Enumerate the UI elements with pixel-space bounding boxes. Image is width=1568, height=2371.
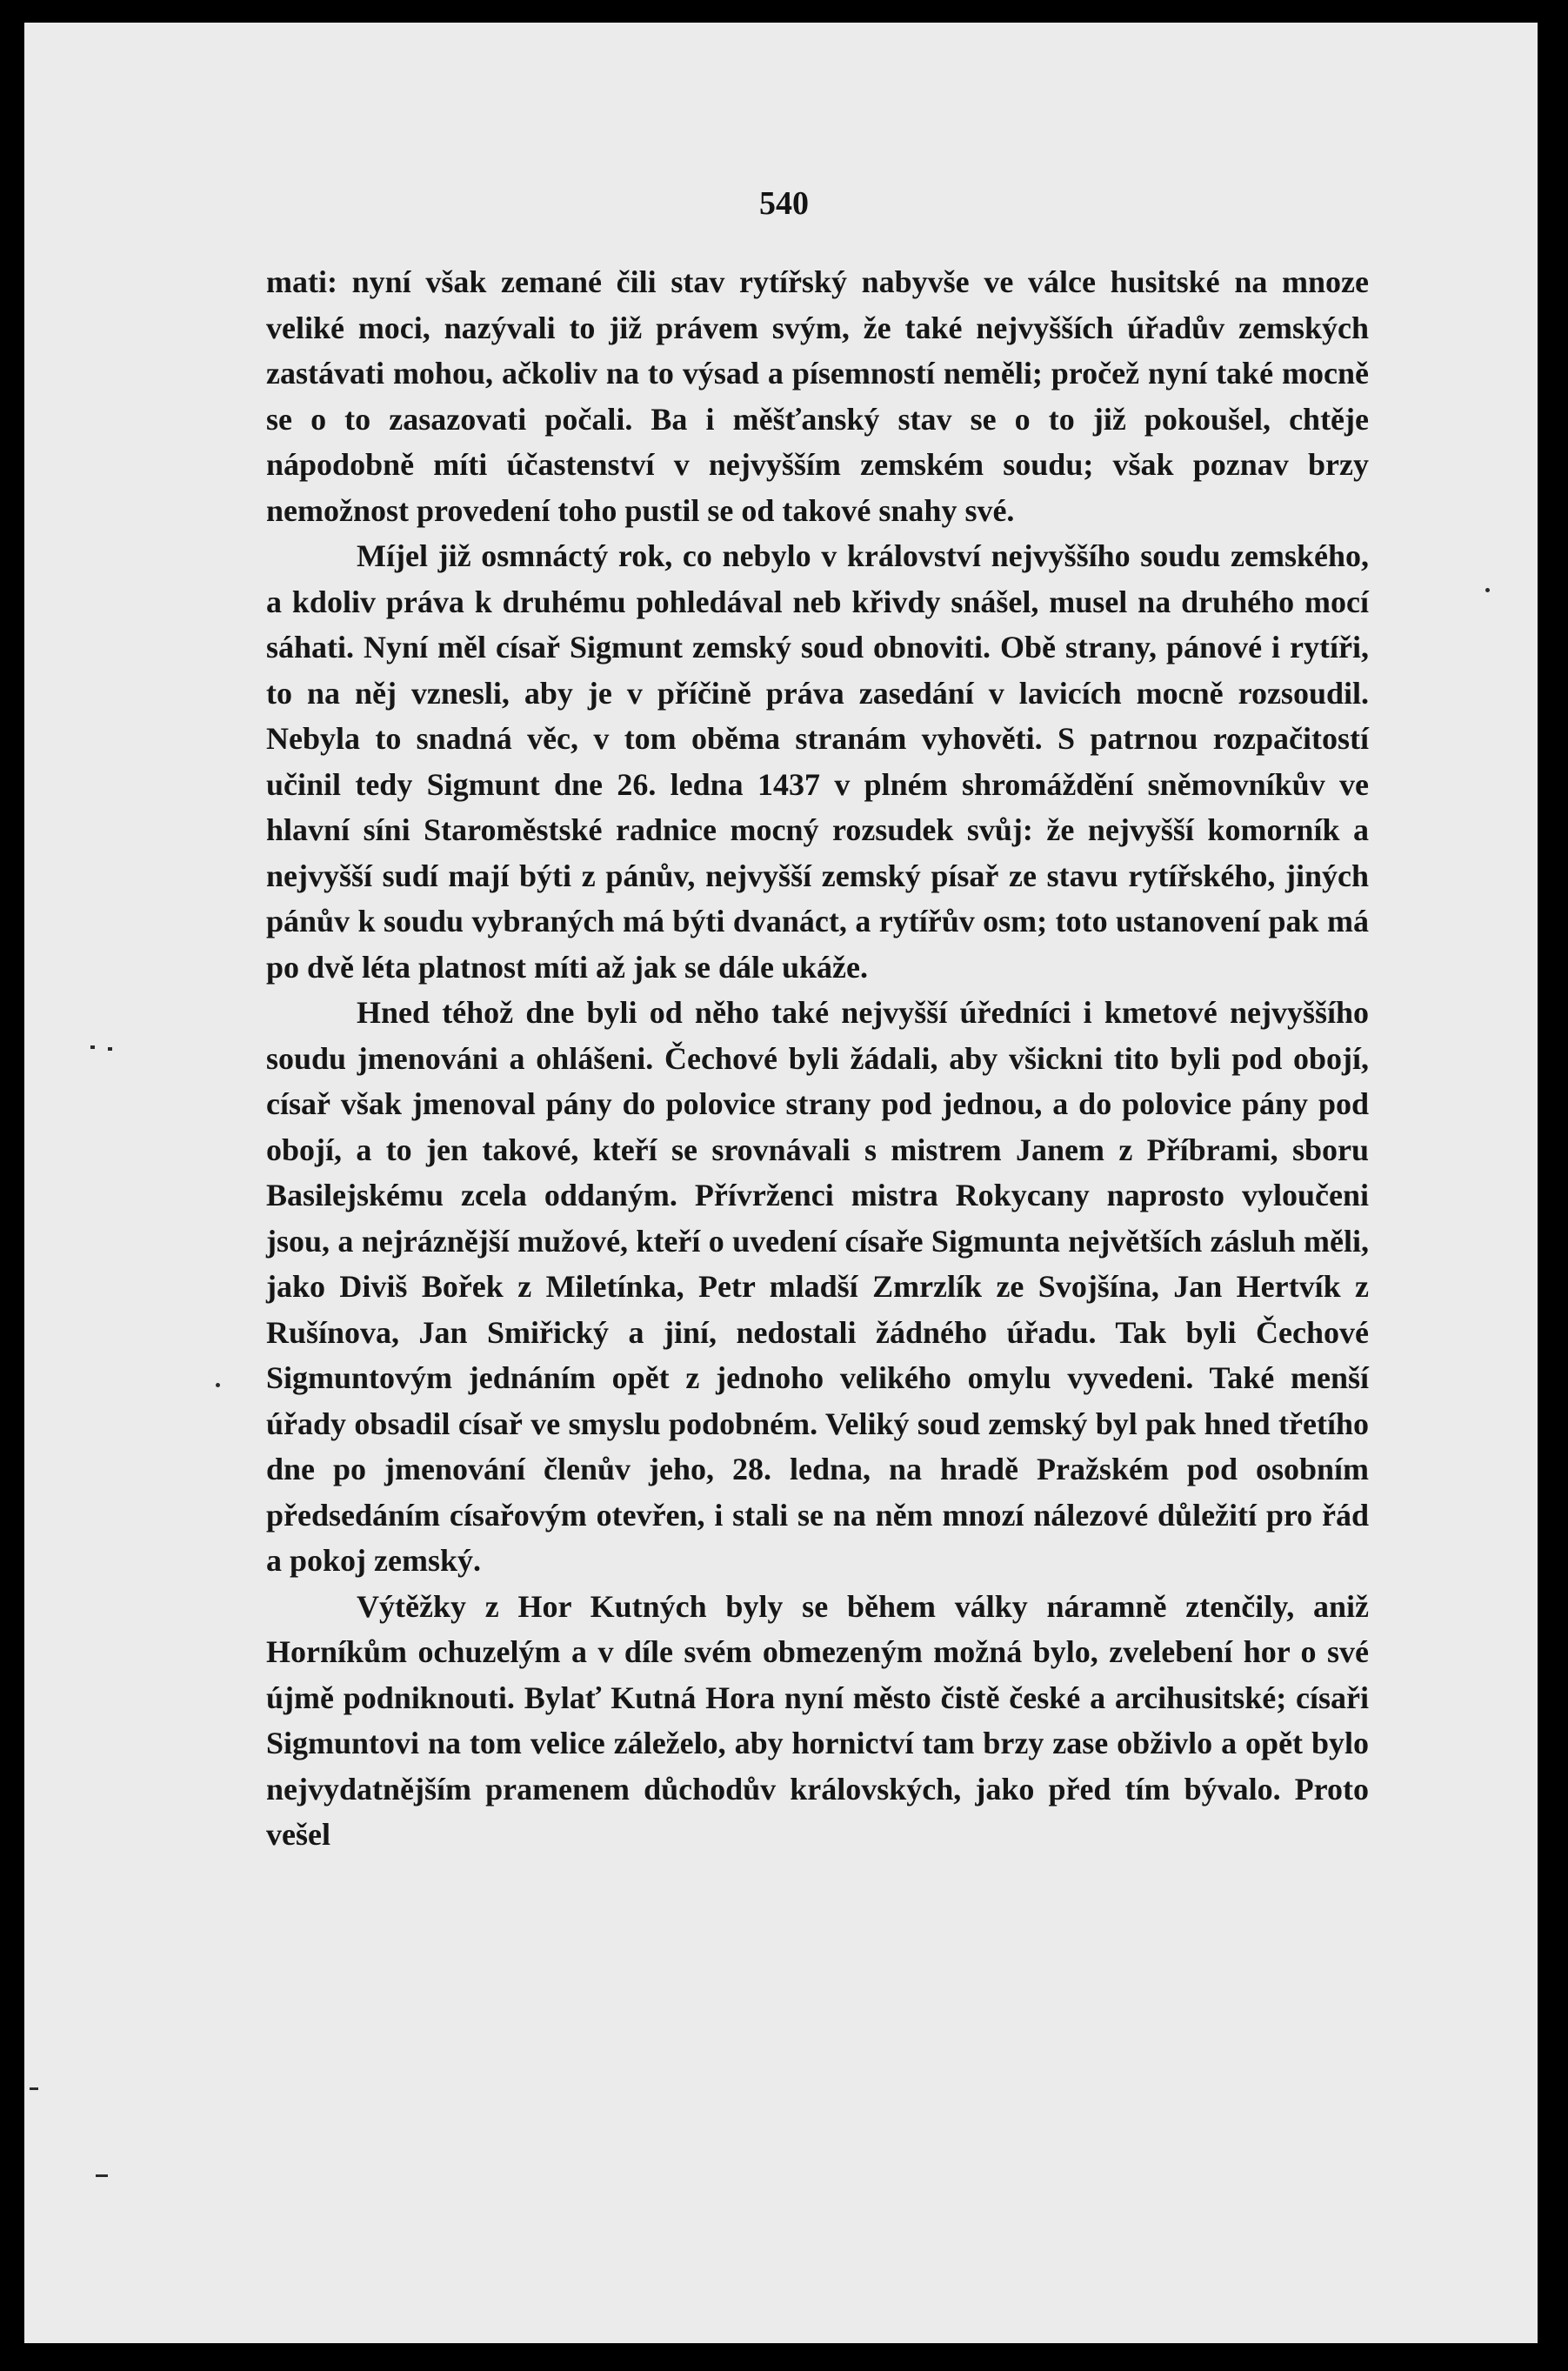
paragraph-2: Míjel již osmnáctý rok, co nebylo v království nejvyššího soudu zemského, a kdoliv práva k druhému pohledával neb křivdy snášel, musel na druhého mocí sáhati. Nyní měl císař Sigmunt zemský soud obnoviti. Obě strany, pánové i rytíři, to na něj vznesli, aby je v příčině práva zasedání v lavicích mocně rozsoudil. Nebyla to snadná věc, v tom oběma stranám vyhověti. S patrnou rozpačitostí učinil tedy Sigmunt dne 26. ledna 1437 v plném shromáždění sněmovníkův ve hlavní síni Staroměstské radnice mocný rozsudek svůj: že nejvyšší komorník a nejvyšší sudí mají býti z pánův, nejvyšší zemský písař ze stavu rytířského, jiných pánův k soudu vybraných má býti dvanáct, a rytířův osm; toto ustanovení pak má po dvě léta platnost míti až jak se dále ukáže.	[266, 538, 1369, 985]
paragraph-1: mati: nyní však zemané čili stav rytířský nabyvše ve válce husitské na mnoze veliké moci, nazývali to již právem svým, že také nejvyšších úřadův zemských zastávati mohou, ačkoliv na to výsad a písemností neměli; pročež nyní také mocně se o to zasazovati počali. Ba i měšťanský stav se o to již pokoušel, chtěje nápodobně míti účastenství v nejvyšším zemském soudu; však poznav brzy nemožnost provedení toho pustil se od takové snahy své.	[266, 264, 1369, 528]
margin-mark	[216, 1383, 220, 1387]
margin-mark	[90, 1045, 95, 1049]
paragraph-3: Hned téhož dne byli od něho také nejvyšší úředníci i kmetové nejvyššího soudu jmenováni a ohlášeni. Čechové byli žádali, aby všickni tito byli pod obojí, císař však jmenoval pány do polovice strany pod jednou, a do polovice pány pod obojí, a to jen takové, kteří se srovnávali s mistrem Janem z Příbrami, sboru Basilejskému zcela oddaným. Přívrženci mistra Rokycany naprosto vyloučeni jsou, a nejráznější mužové, kteří o uvedení císaře Sigmunta největších zásluh měli, jako Diviš Bořek z Miletínka, Petr mladší Zmrzlík ze Svojšína, Jan Hertvík z Rušínova, Jan Smiřický a jiní, nedostali žádného úřadu. Tak byli Čechové Sigmuntovým jednáním opět z jednoho velikého omylu vyvedeni. Také menší úřady obsadil císař ve smyslu podobném. Veliký soud zemský byl pak hned třetího dne po jmenování členův jeho, 28. ledna, na hradě Pražském pod osobním předsedáním císařovým otevřen, i stali se na něm mnozí nálezové důležití pro řád a pokoj zemský.	[266, 995, 1369, 1578]
margin-mark	[1485, 588, 1490, 592]
margin-mark	[30, 2087, 38, 2090]
paragraph-4: Výtěžky z Hor Kutných byly se během války náramně ztenčily, aniž Horníkům ochuzelým a v díle svém obmezeným možná bylo, zvelebení hor o své újmě podniknouti. Bylať Kutná Hora nyní město čistě české a arcihusitské; císaři Sigmuntovi na tom velice záleželo, aby hornictví tam brzy zase obživlo a opět bylo nejvydatnějším pramenem důchodův královských, jako před tím bývalo. Proto vešel	[266, 1588, 1369, 1852]
margin-mark	[96, 2174, 108, 2177]
body-text	[266, 259, 1369, 1858]
margin-mark	[108, 1047, 112, 1051]
page-number: 540	[759, 185, 809, 222]
